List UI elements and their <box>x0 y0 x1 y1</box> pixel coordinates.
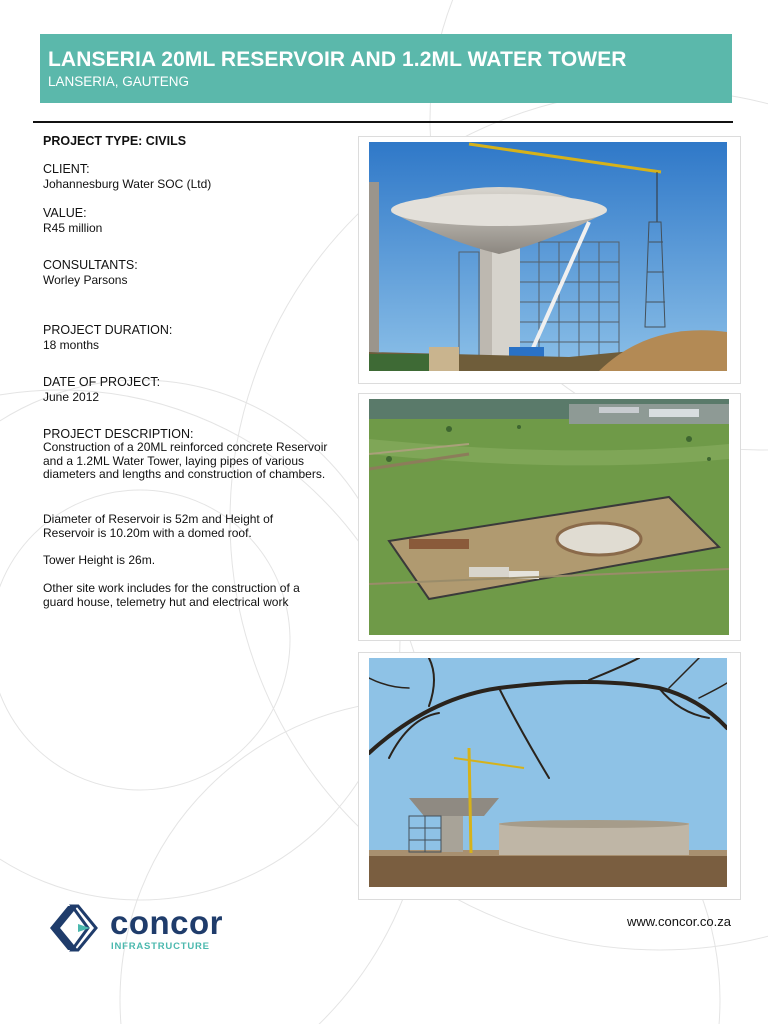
description-block-4 <box>43 582 343 609</box>
client-label: CLIENT: <box>43 162 90 176</box>
page-title: LANSERIA 20ML RESERVOIR AND 1.2ML WATER TOWER <box>48 48 627 71</box>
duration-value: 18 months <box>43 338 100 352</box>
description-block <box>43 427 343 482</box>
photo-water-tower-construction <box>358 136 741 384</box>
date-value: June 2012 <box>43 390 100 404</box>
description-paragraph: Other site work includes for the construction of a guard house, telemetry hut and electrical work <box>43 581 300 609</box>
description-block-3 <box>43 554 343 568</box>
header-divider <box>33 121 733 123</box>
date-label: DATE OF PROJECT: <box>43 375 161 389</box>
photo-aerial-site <box>358 393 741 641</box>
logo-subtitle: INFRASTRUCTURE <box>111 941 210 952</box>
project-type-label: PROJECT TYPE: CIVILS <box>43 134 187 148</box>
description-label: PROJECT DESCRIPTION: <box>43 427 194 441</box>
website-link[interactable]: www.concor.co.za <box>626 914 731 929</box>
duration-label: PROJECT DURATION: <box>43 323 173 337</box>
logo-wordmark: concor <box>110 904 224 941</box>
description-paragraph: Construction of a 20ML reinforced concrete Reservoir and a 1.2ML Water Tower, laying pipes of various diameters and lengths and construction of chambers. <box>43 440 328 482</box>
tower-reservoir-image <box>369 658 727 887</box>
consultants-block <box>43 258 343 287</box>
value-value: R45 million <box>43 221 103 235</box>
consultants-value: Worley Parsons <box>43 273 128 287</box>
value-block <box>43 206 343 235</box>
aerial-site-image <box>369 399 729 635</box>
date-block <box>43 375 343 404</box>
photo-tower-and-reservoir <box>358 652 741 900</box>
duration-block <box>43 323 343 352</box>
water-tower-image <box>369 142 727 371</box>
project-type-block <box>43 134 343 148</box>
description-paragraph: Tower Height is 26m. <box>43 553 156 567</box>
client-value: Johannesburg Water SOC (Ltd) <box>43 177 212 191</box>
consultants-label: CONSULTANTS: <box>43 258 138 272</box>
title-banner <box>40 34 732 103</box>
value-label: VALUE: <box>43 206 87 220</box>
description-block-2 <box>43 513 343 540</box>
client-block <box>43 162 343 191</box>
description-paragraph: Diameter of Reservoir is 52m and Height of Reservoir is 10.20m with a domed roof. <box>43 512 274 540</box>
location-subtitle: LANSERIA, GAUTENG <box>48 74 190 89</box>
concor-logo <box>48 902 248 956</box>
concor-logo-mark-icon <box>48 904 106 952</box>
